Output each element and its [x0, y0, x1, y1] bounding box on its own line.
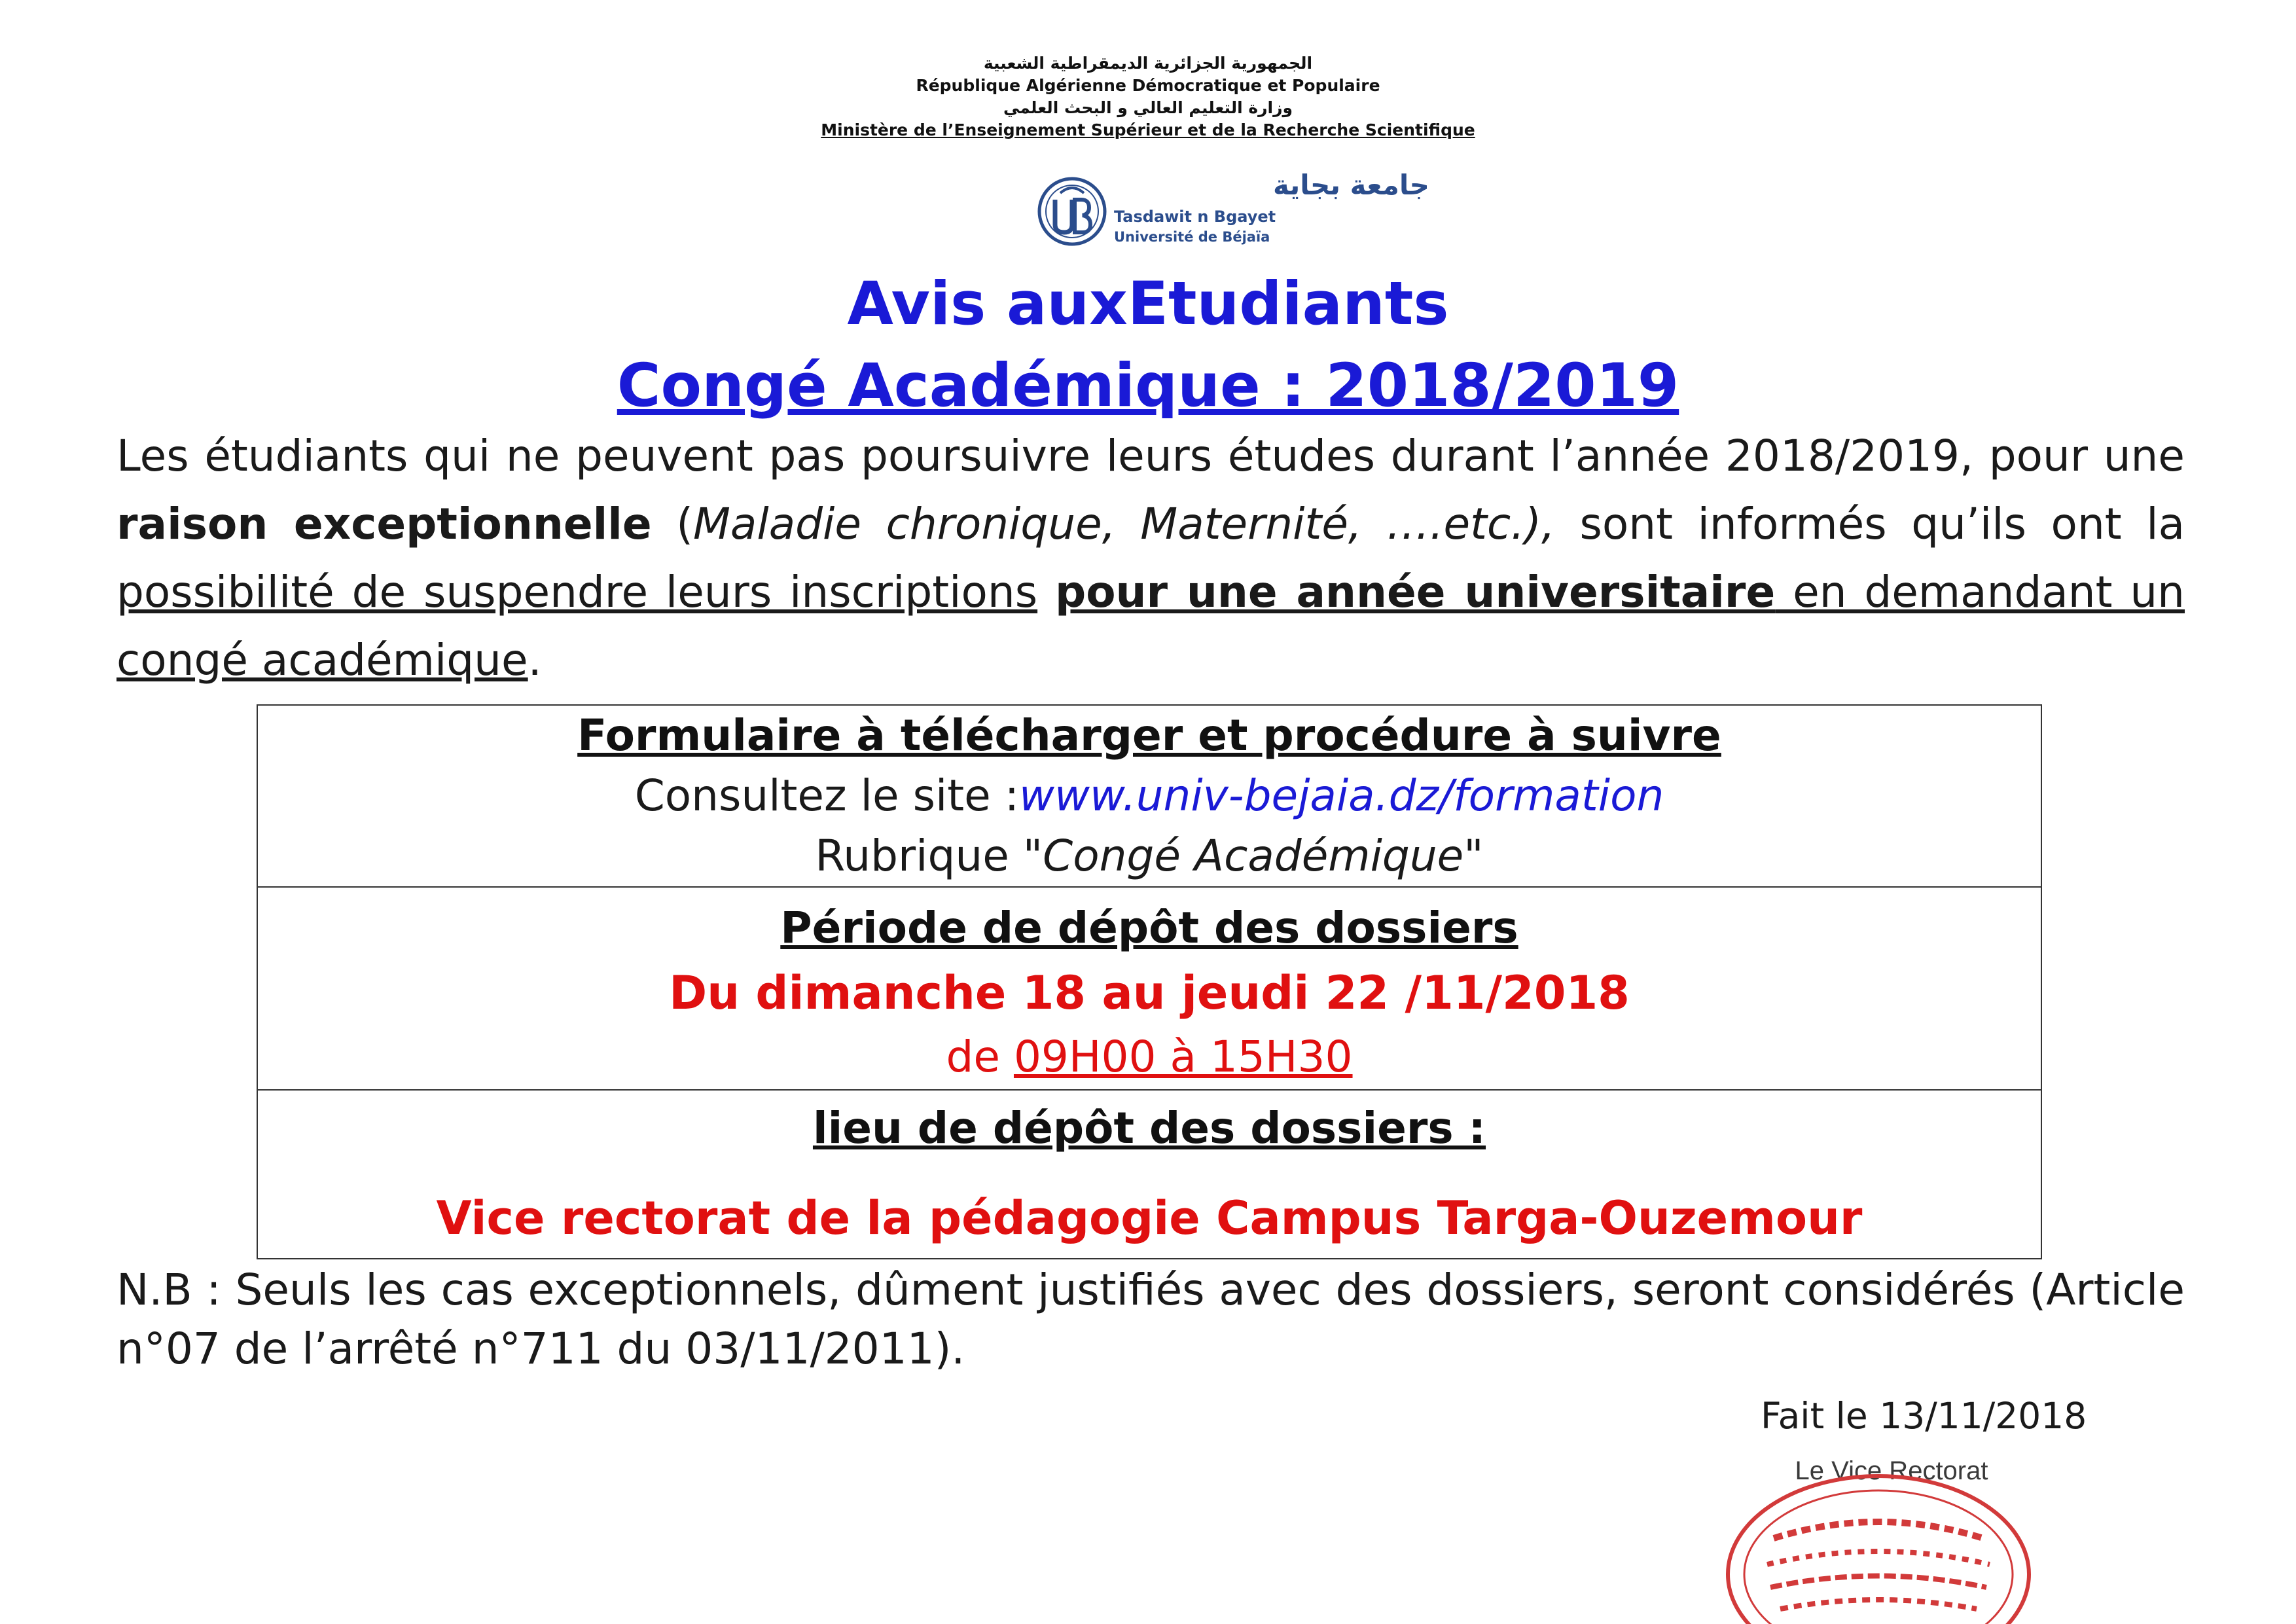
document-header: [0, 52, 2296, 141]
period-heading: Période de dépôt des dossiers: [780, 903, 1518, 953]
form-heading: Formulaire à télécharger et procédure à suivre: [577, 710, 1721, 761]
rubrique-suffix: ": [1463, 831, 1484, 881]
intro-text-1: Les étudiants qui ne peuvent pas poursuivre leurs études durant l’année 2018/2019, pour une: [117, 431, 2185, 481]
official-stamp-icon: [1715, 1447, 2055, 1624]
issue-date: Fait le 13/11/2018: [1761, 1395, 2087, 1437]
place-cell: [257, 1090, 2041, 1259]
intro-text-4: [1037, 567, 1055, 617]
intro-text-3: sont informés qu’ils ont la: [1554, 499, 2185, 549]
rubrique-name: Congé Académique: [1043, 831, 1464, 881]
rubrique-prefix: Rubrique ": [815, 831, 1043, 881]
signatory-title: Le Vice Rectorat: [1795, 1456, 1988, 1485]
intro-underline-request: en demandant un congé académique: [117, 567, 2185, 685]
formation-link[interactable]: www.univ-bejaia.dz/formation: [1019, 770, 1664, 821]
site-line: [258, 766, 2041, 826]
place-heading: lieu de dépôt des dossiers :: [812, 1103, 1486, 1153]
info-table: [257, 704, 2042, 1259]
period-hours: 09H00 à 15H30: [1013, 1032, 1353, 1082]
form-cell: [257, 705, 2041, 887]
university-emblem-icon: [1039, 179, 1105, 244]
logo-kabyle-name: Tasdawit n Bgayet: [1114, 208, 1276, 226]
intro-paragraph: [117, 422, 2185, 695]
intro-bold-reason: raison exceptionnelle: [117, 499, 652, 549]
intro-italic-examples: Maladie chronique, Maternité, ….etc.),: [692, 499, 1555, 549]
logo-arabic-name: جامعة بجاية: [1273, 169, 1429, 201]
place-location: Vice rectorat de la pédagogie Campus Targa-Ouzemour: [436, 1191, 1863, 1245]
arabic-republic-line: الجمهورية الجزائرية الديمقراطية الشعبية: [983, 54, 1313, 73]
logo-french-name: Université de Béjaïa: [1114, 229, 1270, 245]
rubrique-line: [258, 826, 2041, 886]
notice-title: Avis auxEtudiants: [847, 270, 1449, 338]
intro-text-2: (: [651, 499, 693, 549]
intro-underline-possibility: possibilité de suspendre leurs inscriptions: [117, 567, 1038, 617]
ministry-line: Ministère de l’Enseignement Supérieur et de la Recherche Scientifique: [821, 120, 1475, 139]
intro-text-5: .: [528, 635, 542, 685]
notice-subtitle: Congé Académique : 2018/2019: [617, 352, 1679, 420]
intro-bold-duration: pour une année universitaire: [1054, 567, 1776, 617]
period-cell: [257, 887, 2041, 1090]
period-dates: Du dimanche 18 au jeudi 22 /11/2018: [669, 966, 1630, 1020]
nb-note: N.B : Seuls les cas exceptionnels, dûment justifiés avec des dossiers, seront considérés (Article n°07 de l’arrêté n°711 du 03/11/2011).: [117, 1265, 2185, 1374]
arabic-ministry-line: وزارة التعليم العالي و البحث العلمي: [1003, 98, 1293, 117]
period-hours-line: [258, 1028, 2041, 1087]
republic-line: République Algérienne Démocratique et Populaire: [916, 76, 1380, 95]
site-prefix: Consultez le site :: [634, 770, 1019, 821]
university-logo: [1034, 167, 1429, 252]
hours-prefix: de: [946, 1032, 1014, 1082]
